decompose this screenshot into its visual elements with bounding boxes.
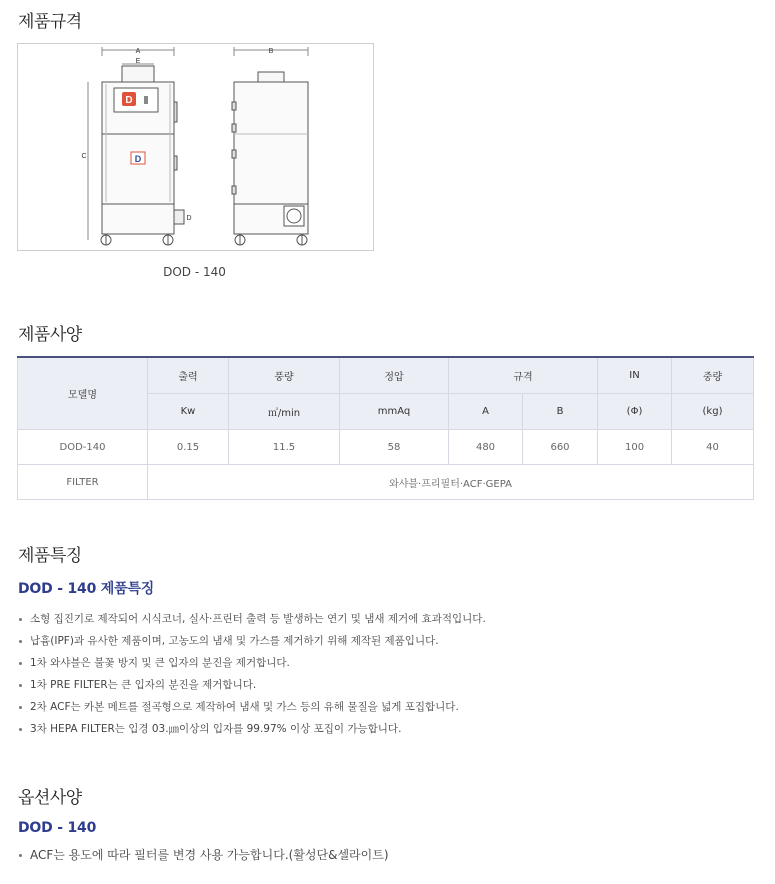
table-row-filter: [18, 465, 754, 500]
unit-inlet: (Φ): [598, 394, 672, 430]
header-airflow: 풍량: [229, 357, 340, 394]
header-size: 규격: [449, 357, 598, 394]
dimension-label-d: D: [186, 215, 192, 222]
list-item: ACF는 용도에 따라 필터를 변경 사용 가능합니다.(활성단&셀라이트): [17, 844, 389, 866]
unit-b: B: [523, 394, 598, 430]
table-row: [18, 430, 754, 465]
list-item: 3차 HEPA FILTER는 입경 03.㎛이상의 입자를 99.97% 이상 포집이 가능합니다.: [17, 718, 486, 740]
unit-weight: (kg): [672, 394, 754, 430]
features-list: [17, 608, 486, 740]
cell-b: 660: [523, 430, 598, 465]
cell-inlet: 100: [598, 430, 672, 465]
cell-airflow: 11.5: [229, 430, 340, 465]
list-item: 납흄(IPF)과 유사한 제품이며, 고농도의 냄새 및 가스를 제거하기 위해 제작된 제품입니다.: [17, 630, 486, 652]
options-subtitle: DOD - 140: [18, 820, 97, 836]
technical-drawing-svg: [18, 44, 373, 250]
list-item: 1차 PRE FILTER는 큰 입자의 분진을 제거합니다.: [17, 674, 486, 696]
header-inlet: IN: [598, 357, 672, 394]
switch-icon: [144, 96, 148, 104]
options-section-title: 옵션사양: [18, 788, 82, 808]
unit-power: Kw: [148, 394, 229, 430]
product-spec-title: 제품사양: [18, 325, 82, 345]
cell-a: 480: [449, 430, 523, 465]
list-item: 1차 와샤블은 불꽃 방지 및 큰 입자의 분진을 제거합니다.: [17, 652, 486, 674]
spec-table: [17, 356, 754, 500]
unit-airflow: ㎥/min: [229, 394, 340, 430]
drawing-caption: DOD - 140: [163, 265, 226, 279]
cell-power: 0.15: [148, 430, 229, 465]
unit-a: A: [449, 394, 523, 430]
header-pressure: 정압: [340, 357, 449, 394]
header-weight: 중량: [672, 357, 754, 394]
header-power: 출력: [148, 357, 229, 394]
dimension-label-c: C: [81, 153, 87, 160]
spec-section-title: 제품규격: [18, 12, 82, 32]
unit-pressure: mmAq: [340, 394, 449, 430]
list-item: 소형 집진기로 제작되어 시식코너, 실사·프린터 출력 등 발생하는 연기 및 냄새 제거에 효과적입니다.: [17, 608, 486, 630]
table-header-row: [18, 357, 754, 394]
product-drawing: [17, 43, 374, 251]
cell-filter-label: FILTER: [18, 465, 148, 500]
cell-weight: 40: [672, 430, 754, 465]
features-subtitle: DOD - 140 제품특징: [18, 581, 155, 597]
logo-letter-lower: D: [134, 154, 142, 164]
options-list: [17, 844, 389, 866]
cell-model: DOD-140: [18, 430, 148, 465]
dimension-label-e: E: [135, 58, 141, 65]
logo-letter-top: D: [125, 95, 133, 106]
header-model: 모델명: [18, 357, 148, 430]
list-item: 2차 ACF는 카본 메트를 절곡형으로 제작하여 냄새 및 가스 등의 유해 물질을 넓게 포집합니다.: [17, 696, 486, 718]
dimension-label-b: B: [268, 48, 274, 55]
cell-pressure: 58: [340, 430, 449, 465]
cell-filter-value: 와샤블·프리필터·ACF·GEPA: [148, 465, 754, 500]
dimension-label-a: A: [135, 48, 141, 55]
features-section-title: 제품특징: [18, 546, 82, 566]
